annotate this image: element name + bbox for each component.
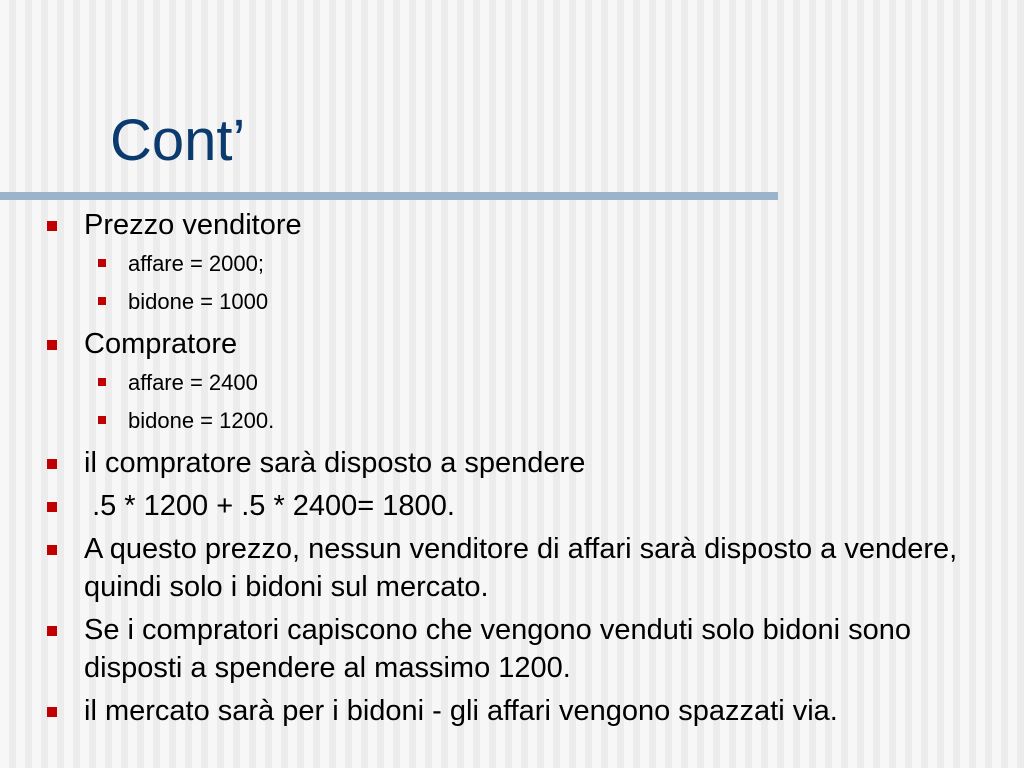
title-underline — [0, 192, 778, 200]
slide-title: Cont’ — [110, 108, 246, 173]
square-bullet-icon — [47, 221, 57, 231]
list-item — [0, 487, 1024, 525]
sub-list-item-text: affare = 2000; — [128, 251, 264, 276]
square-bullet-icon — [47, 502, 57, 512]
sub-list-item — [0, 365, 1024, 401]
sub-list-item — [0, 246, 1024, 282]
list-item-text: Se i compratori capiscono che vengono venduti solo bidoni sono disposti a spendere al massimo 1200. — [84, 614, 920, 684]
list-item-text: il compratore sarà disposto a spendere — [84, 447, 586, 479]
square-bullet-icon — [98, 378, 106, 386]
square-bullet-icon — [47, 545, 57, 555]
list-item — [0, 530, 1024, 606]
list-item-text: il mercato sarà per i bidoni - gli affari vengono spazzati via. — [84, 695, 838, 727]
sub-list-item — [0, 403, 1024, 439]
list-item-text: A questo prezzo, nessun venditore di affari sarà disposto a vendere, quindi solo i bidoni sul mercato. — [84, 533, 966, 603]
list-item — [0, 692, 1024, 730]
list-item-text: Prezzo venditore — [84, 209, 302, 241]
square-bullet-icon — [47, 459, 57, 469]
list-item — [0, 444, 1024, 482]
square-bullet-icon — [98, 416, 106, 424]
sub-list-item-text: affare = 2400 — [128, 370, 258, 395]
list-item — [0, 206, 1024, 244]
square-bullet-icon — [98, 297, 106, 305]
square-bullet-icon — [47, 626, 57, 636]
list-item — [0, 325, 1024, 363]
bullet-list — [0, 206, 1024, 730]
square-bullet-icon — [47, 707, 57, 717]
list-item-text: .5 * 1200 + .5 * 2400= 1800. — [84, 490, 455, 522]
sub-list-item-text: bidone = 1000 — [128, 289, 269, 314]
sub-list-item — [0, 284, 1024, 320]
sub-list-item-text: bidone = 1200. — [128, 408, 275, 433]
list-item — [0, 611, 1024, 687]
square-bullet-icon — [98, 259, 106, 267]
square-bullet-icon — [47, 340, 57, 350]
list-item-text: Compratore — [84, 328, 238, 360]
